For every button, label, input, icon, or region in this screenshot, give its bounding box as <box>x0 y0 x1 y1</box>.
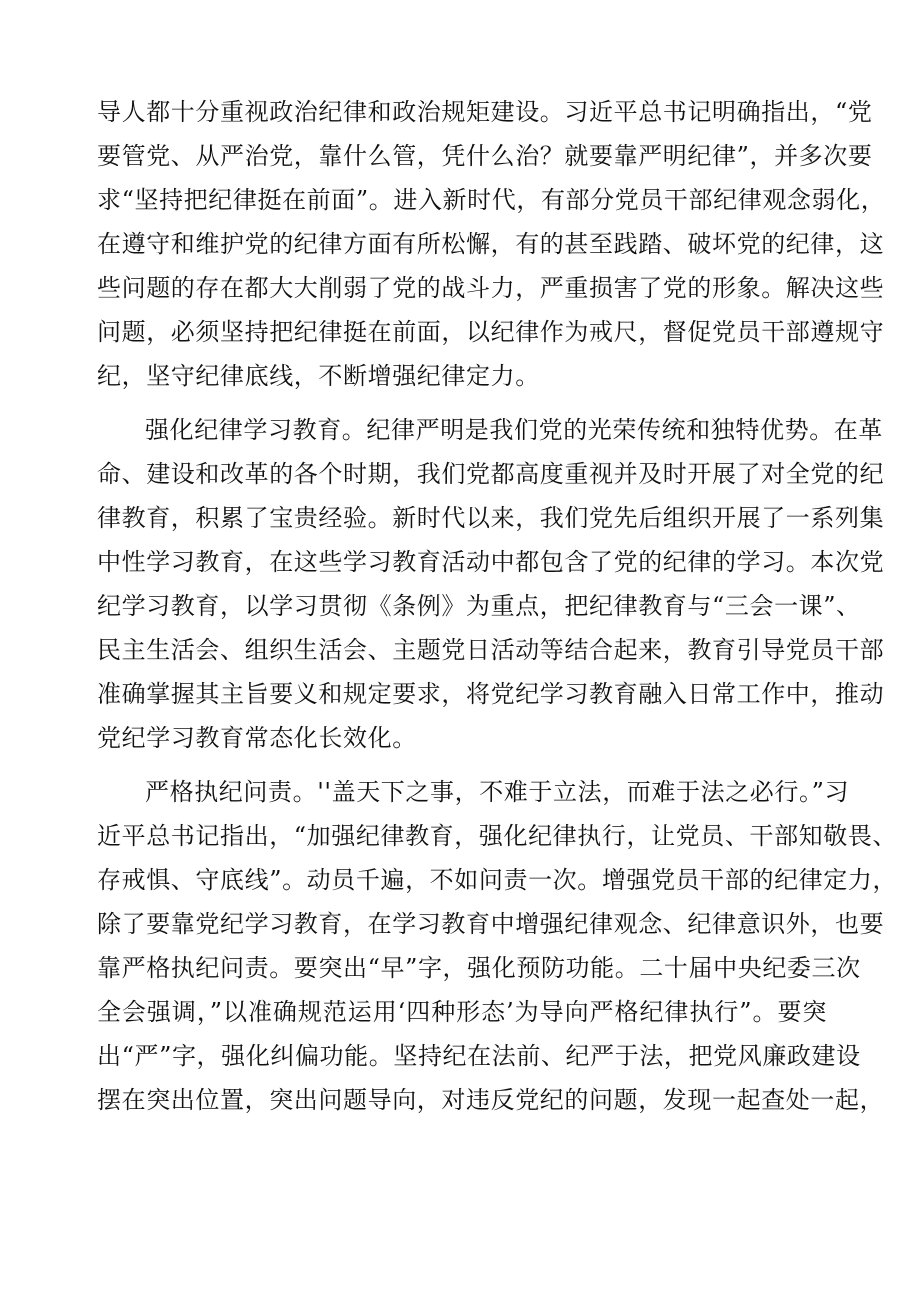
text-line: 些问题的存在都大大削弱了党的战斗力，严重损害了党的形象。解决这些 <box>97 274 885 302</box>
text-line: 靠严格执纪问责。要突出“早”字，强化预防功能。二十届中央纪委三次 <box>97 954 861 982</box>
text-line: 导人都十分重视政治纪律和政治规矩建设。习近平总书记明确指出，“党 <box>97 98 873 126</box>
text-line: 在遵守和维护党的纪律方面有所松懈，有的甚至践踏、破坏党的纪律，这 <box>97 230 885 258</box>
text-line: 求“坚持把纪律挺在前面”。进入新时代，有部分党员干部纪律观念弱化， <box>97 186 886 214</box>
text-line: 中性学习教育，在这些学习教育活动中都包含了党的纪律的学习。本次党 <box>97 548 885 576</box>
text-line: 问题，必须坚持把纪律挺在前面，以纪律作为戒尺，督促党员干部遵规守 <box>97 318 885 346</box>
text-line: 强化纪律学习教育。纪律严明是我们党的光荣传统和独特优势。在革 <box>145 416 883 444</box>
text-line: 存戒惧、守底线”。动员千遍，不如问责一次。增强党员干部的纪律定力， <box>97 866 898 894</box>
text-line: 纪学习教育，以学习贯彻《条例》为重点，把纪律教育与“三会一课”、 <box>97 592 861 620</box>
text-line: 准确掌握其主旨要义和规定要求，将党纪学习教育融入日常工作中，推动 <box>97 680 885 708</box>
text-line: 要管党、从严治党，靠什么管，凭什么治？就要靠严明纪律”，并多次要 <box>97 142 873 170</box>
text-line: 近平总书记指出，“加强纪律教育，强化纪律执行，让党员、干部知敬畏、 <box>97 822 898 850</box>
text-line: 除了要靠党纪学习教育，在学习教育中增强纪律观念、纪律意识外，也要 <box>97 910 885 938</box>
text-line: 党纪学习教育常态化长效化。 <box>97 724 417 752</box>
text-line: 纪，坚守纪律底线，不断增强纪律定力。 <box>97 362 540 390</box>
text-line: 全会强调，”以准确规范运用‘四种形态’为导向严格纪律执行”。要突 <box>97 998 827 1026</box>
text-line: 严格执纪问责。''盖天下之事，不难于立法，而难于法之必行。”习 <box>145 778 850 806</box>
text-line: 律教育，积累了宝贵经验。新时代以来，我们党先后组织开展了一系列集 <box>97 504 885 532</box>
text-line: 民主生活会、组织生活会、主题党日活动等结合起来，教育引导党员干部 <box>97 636 885 664</box>
text-line: 命、建设和改革的各个时期，我们党都高度重视并及时开展了对全党的纪 <box>97 460 885 488</box>
text-line: 摆在突出位置，突出问题导向，对违反党纪的问题，发现一起查处一起， <box>97 1086 885 1114</box>
text-line: 出“严”字，强化纠偏功能。坚持纪在法前、纪严于法，把党风廉政建设 <box>97 1042 861 1070</box>
